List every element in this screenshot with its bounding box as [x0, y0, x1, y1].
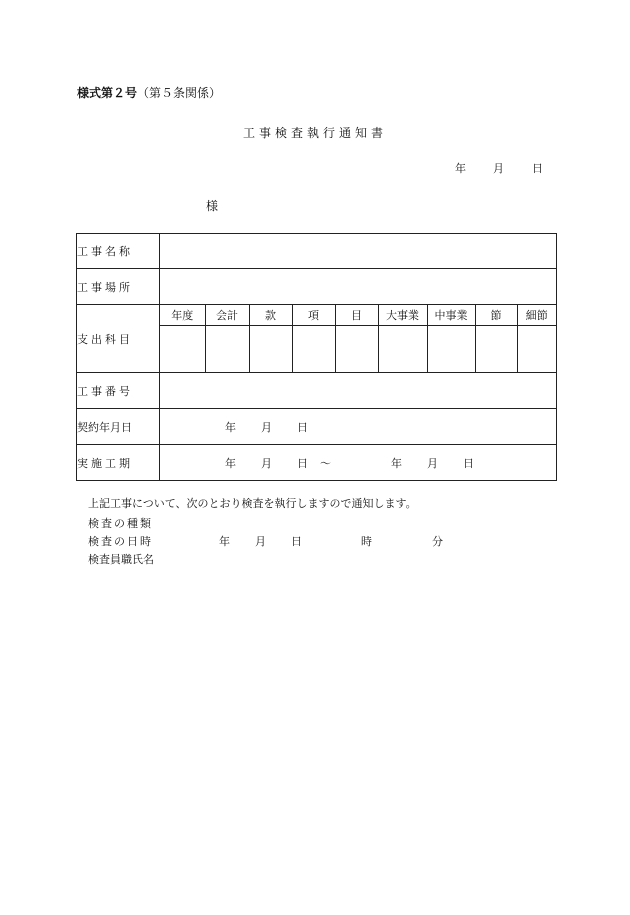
table-row — [77, 409, 557, 445]
label-work-name: 工事名称 — [77, 234, 160, 269]
expense-col-header: 会計 — [205, 305, 249, 325]
expense-col-header: 項 — [292, 305, 335, 325]
expense-value-cell — [335, 325, 378, 372]
expense-col-header: 細節 — [517, 305, 556, 325]
expense-header-row — [160, 305, 556, 325]
table-row — [77, 373, 557, 409]
dt-month-unit: 月 — [255, 535, 266, 548]
expense-value-cell — [517, 325, 556, 372]
value-contract-date — [160, 409, 557, 445]
date-line — [455, 160, 543, 176]
table-row — [77, 269, 557, 305]
label-work-place: 工事場所 — [77, 269, 160, 305]
expense-col-header: 款 — [249, 305, 292, 325]
dt-minute-unit: 分 — [432, 535, 443, 548]
expense-value-cell — [475, 325, 517, 372]
period-start-day-unit: 日 — [297, 457, 308, 470]
label-inspection-type: 検査の種類 — [88, 517, 153, 530]
expense-grid — [160, 305, 556, 372]
dt-hour-unit: 時 — [361, 535, 372, 548]
period-start-year-unit: 年 — [225, 457, 236, 470]
contract-year-unit: 年 — [225, 421, 236, 434]
expense-value-cell — [205, 325, 249, 372]
label-work-number: 工事番号 — [77, 373, 160, 409]
document-title: 工事検査執行通知書 — [242, 126, 387, 140]
value-work-number — [160, 373, 557, 409]
expense-value-cell — [292, 325, 335, 372]
expense-value-row — [160, 325, 556, 372]
expense-col-header: 中事業 — [427, 305, 475, 325]
expense-value-cell — [249, 325, 292, 372]
form-number — [77, 84, 221, 101]
expense-col-header: 目 — [335, 305, 378, 325]
contract-day-unit: 日 — [297, 421, 308, 434]
period-start-month-unit: 月 — [261, 457, 272, 470]
expense-col-header: 大事業 — [378, 305, 427, 325]
form-relation: （第５条関係） — [137, 86, 222, 100]
table-row — [77, 445, 557, 481]
expense-col-header: 節 — [475, 305, 517, 325]
addressee-suffix: 様 — [206, 199, 219, 213]
period-end-month-unit: 月 — [427, 457, 438, 470]
label-inspector: 検査員職氏名 — [88, 553, 154, 566]
period-end-day-unit: 日 — [463, 457, 474, 470]
value-work-place — [160, 269, 557, 305]
label-period: 実施工期 — [77, 445, 160, 481]
work-info-table — [76, 233, 557, 481]
expense-grid-cell — [160, 305, 557, 373]
label-contract-date: 契約年月日 — [77, 409, 160, 445]
dt-year-unit: 年 — [219, 535, 230, 548]
expense-value-cell — [427, 325, 475, 372]
expense-value-cell — [160, 325, 205, 372]
date-month-unit: 月 — [493, 162, 504, 175]
contract-month-unit: 月 — [261, 421, 272, 434]
notice-text: 上記工事について、次のとおり検査を執行しますので通知します。 — [88, 497, 417, 510]
table-row — [77, 305, 557, 373]
form-number-label: 様式第２号 — [77, 86, 138, 100]
date-year-unit: 年 — [455, 162, 466, 175]
value-work-name — [160, 234, 557, 269]
period-tilde: ～ — [320, 457, 331, 470]
label-expense-items: 支出科目 — [77, 305, 160, 373]
period-end-year-unit: 年 — [391, 457, 402, 470]
expense-value-cell — [378, 325, 427, 372]
table-row — [77, 234, 557, 269]
expense-col-header: 年度 — [160, 305, 205, 325]
label-inspection-datetime: 検査の日時 — [88, 535, 153, 548]
date-day-unit: 日 — [532, 162, 543, 175]
value-period — [160, 445, 557, 481]
dt-day-unit: 日 — [291, 535, 302, 548]
